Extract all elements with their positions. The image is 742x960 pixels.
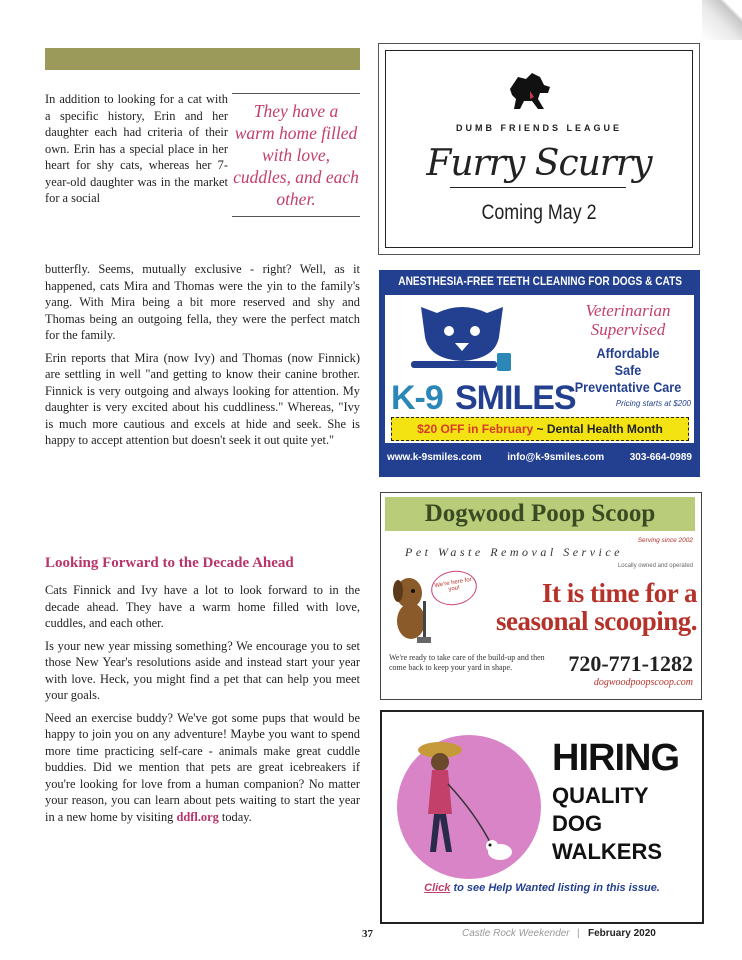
- hiring-line-quality: QUALITY: [552, 783, 649, 808]
- paragraph-3: Cats Finnick and Ivy have a lot to look forward to in the decade ahead. They have a warm home filled with love, cuddles, and each other.: [45, 583, 360, 630]
- dogwood-poop-scoop-ad[interactable]: [380, 492, 702, 700]
- intro-paragraph: In addition to looking for a cat with a specific history, Erin and her daughter each had criteria of their own. Erin has a special place in her heart for shy cats, whereas her 7-year-old daughter was in the market for a social: [45, 92, 228, 205]
- publication-name: Castle Rock Weekender: [462, 928, 570, 939]
- k9-brand: K-9: [391, 379, 443, 417]
- pull-quote: They have a warm home filled with love, cuddles, and each other.: [232, 93, 360, 217]
- paragraph-5: [45, 710, 360, 826]
- poop-phone[interactable]: 720-771-1282: [568, 651, 693, 676]
- poop-body: We're ready to take care of the build-up and then come back to keep your yard in shape.: [389, 653, 545, 672]
- hiring-ad[interactable]: [380, 710, 704, 924]
- k9-website[interactable]: www.k-9smiles.com: [387, 452, 482, 463]
- poop-owned: Locally owned and operated: [617, 563, 693, 569]
- vet-supervised: Veterinarian Supervised: [585, 301, 671, 339]
- hiring-cta: [382, 882, 702, 894]
- furry-scurry-ad[interactable]: [378, 43, 700, 255]
- paragraph-5-end: today.: [218, 809, 252, 824]
- poop-title: Dogwood Poop Scoop: [424, 500, 656, 527]
- article-body-top: [45, 261, 360, 455]
- k9-email[interactable]: info@k-9smiles.com: [507, 452, 605, 463]
- league-name: DUMB FRIENDS LEAGUE: [455, 123, 622, 133]
- pricing-note: Pricing starts at $200: [615, 399, 691, 408]
- event-date: Coming May 2: [481, 201, 597, 224]
- dog-cartoon-icon: [387, 571, 435, 645]
- paragraph-2: Erin reports that Mira (now Ivy) and Thomas (now Finnick) are settling in well "and getting to know their canine brother. Finnick is very outgoing and always looking for attention. My daughter is very excited about his cuddliness." Whereas, "Ivy is much more cautious and excels at hide and seek. She is happy to accept attention but doesn't seek it out quite yet.": [45, 350, 360, 447]
- hiring-line-dog: DOG: [552, 811, 603, 836]
- paragraph-4: Is your new year missing something? We encourage you to set those New Year's resolutions aside and instead start your year with love. Heck, you might find a pet that can help you meet your goals.: [45, 638, 360, 702]
- page-number: 37: [362, 928, 373, 940]
- hiring-title: HIRING: [552, 737, 679, 779]
- ddfl-link[interactable]: ddfl.org: [176, 809, 219, 824]
- hiring-line-walkers: WALKERS: [552, 839, 662, 864]
- k9-contact-row: [387, 452, 692, 463]
- title-underline: [450, 187, 626, 188]
- benefit-affordable: Affordable: [596, 345, 660, 361]
- k9-smiles-ad[interactable]: [379, 270, 700, 477]
- accent-bar: [45, 48, 360, 70]
- paragraph-5-text: Need an exercise buddy? We've got some pups that would be happy to join you on any adventure! Maybe you want to spend more time practicing self-care - animals make great cuddle buddies. Did we mention that pets are great icebreakers if you're looking for love from a human companion? No matter your reason, you can learn about pets waiting to start the year in a new home by visiting: [45, 710, 360, 824]
- headline-line2: seasonal scooping.: [495, 606, 697, 636]
- hiring-subtitle: [552, 782, 662, 866]
- article-intro: [45, 91, 228, 213]
- benefit-safe: Safe: [614, 362, 642, 378]
- benefit-preventative: Preventative Care: [574, 379, 682, 395]
- article-body-bottom: [45, 582, 360, 831]
- k9-headline: ANESTHESIA-FREE TEETH CLEANING FOR DOGS & CATS: [398, 276, 683, 288]
- click-link[interactable]: Click: [424, 882, 451, 894]
- benefits: [571, 345, 684, 396]
- promo-discount: $20 OFF in February: [417, 422, 534, 436]
- dog-logo-icon: [504, 69, 556, 113]
- poop-since: Serving since 2002: [637, 537, 693, 544]
- intro-continued: butterfly. Seems, mutually exclusive - right? Well, as it happened, cats Mira and Thomas were the yin to the family's yang. With Mira being a bit more reserved and shy and Thomas being an outgoing fella, they were the perfect match for the family.: [45, 262, 360, 342]
- promo-month: ~ Dental Health Month: [533, 422, 663, 436]
- poop-headline: [481, 579, 697, 635]
- ad-frame: [385, 50, 693, 248]
- speech-bubble: We're here for you!: [428, 567, 479, 608]
- k9-panel: [385, 295, 694, 443]
- dog-tooth-logo-icon: [407, 303, 517, 385]
- hiring-cta-text: to see Help Wanted listing in this issue.: [450, 882, 660, 894]
- headline-line1: It is time for a: [542, 578, 697, 608]
- issue-date: February 2020: [588, 928, 656, 939]
- smiles-brand: SMILES: [455, 379, 576, 417]
- event-title: Furry Scurry: [426, 143, 652, 184]
- poop-service: Pet Waste Removal Service: [405, 545, 624, 559]
- dog-walker-illustration-icon: [396, 734, 542, 880]
- section-subhead: Looking Forward to the Decade Ahead: [45, 555, 294, 571]
- footer-separator: |: [577, 928, 580, 939]
- k9-phone[interactable]: 303-664-0989: [629, 452, 692, 463]
- promo-banner[interactable]: [391, 417, 689, 441]
- poop-website[interactable]: dogwoodpoopscoop.com: [593, 677, 693, 688]
